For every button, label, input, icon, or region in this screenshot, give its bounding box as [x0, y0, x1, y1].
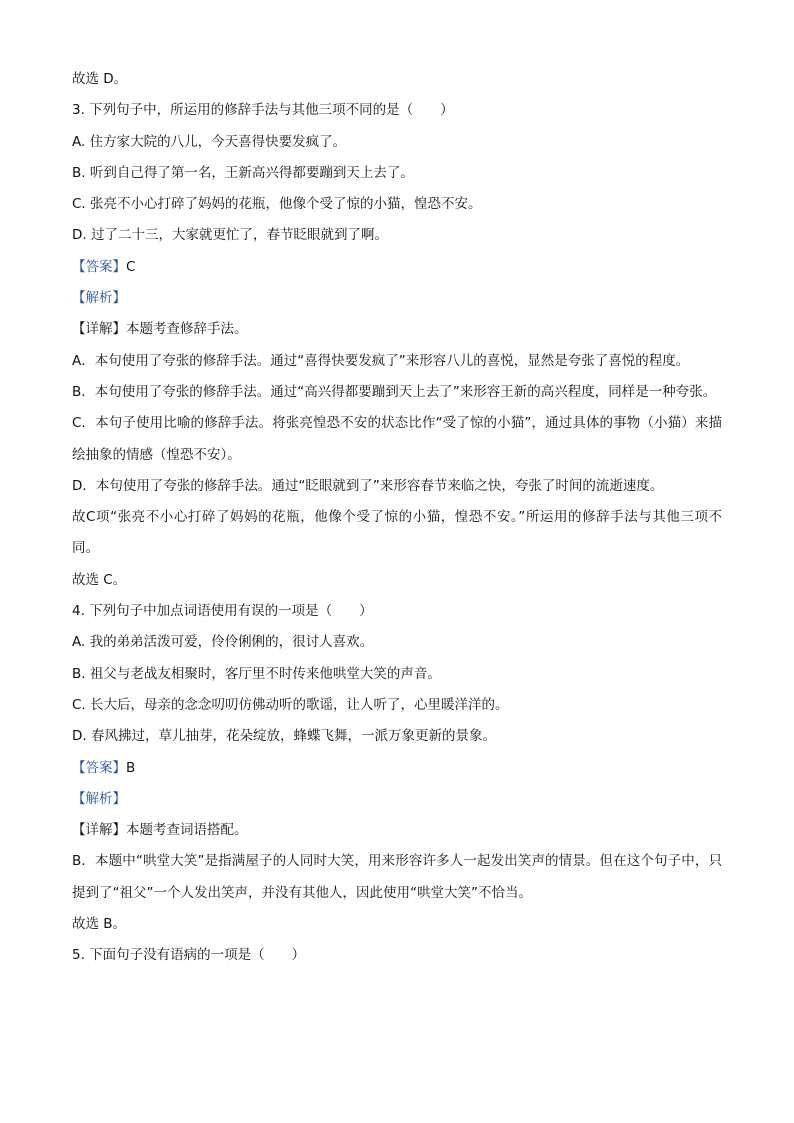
answer-value: B: [126, 759, 136, 776]
question-4-option-d: D. 春风拂过，草儿抽芽，花朵绽放，蜂蝶飞舞，一派万象更新的景象。: [72, 728, 496, 745]
question-3-stem: 3. 下列句子中，所运用的修辞手法与其他三项不同的是（ ）: [72, 102, 454, 119]
question-3-analysis-tag: 【解析】: [72, 290, 126, 307]
question-3-answer: [72, 252, 722, 283]
explanation-conclusion: 故C项“张亮不小心打碎了妈妈的花瓶，他像个受了惊的小猫，惶恐不安。”所运用的修辞手法与其他三项不同。: [72, 509, 722, 557]
detail-tag: 【详解】: [72, 822, 126, 839]
q4-explanation-b: B．本题中“哄堂大笑”是指满屋子的人同时大笑，用来形容许多人一起发出笑声的情景。但在这个句子中，只提到了“祖父”一个人发出笑声，并没有其他人，因此使用“哄堂大笑”不恰当。: [72, 853, 722, 901]
q4-explanation-choice: 故选 B。: [72, 916, 127, 933]
question-4-detail: [72, 815, 722, 846]
explanation-c: C．本句子使用比喻的修辞手法。将张亮惶恐不安的状态比作“受了惊的小猫”，通过具体的事物（小猫）来描绘抽象的情感（惶恐不安）。: [72, 415, 722, 463]
question-4-option-a: A. 我的弟弟活泼可爱，伶伶俐俐的，很讨人喜欢。: [72, 634, 374, 651]
detail-tag: 【详解】: [72, 321, 126, 338]
detail-text: 本题考查修辞手法。: [126, 321, 248, 338]
answer-value: C: [126, 258, 136, 275]
text-line: 故选 D。: [72, 71, 128, 87]
question-4-stem: 4. 下列句子中加点词语使用有误的一项是（ ）: [72, 603, 373, 620]
question-3-option-c: C. 张亮不小心打碎了妈妈的花瓶，他像个受了惊的小猫，惶恐不安。: [72, 196, 482, 213]
answer-tag: 【答案】: [72, 258, 126, 275]
question-3-option-a: A. 住方家大院的八儿，今天喜得快要发疯了。: [72, 133, 347, 150]
question-5-stem: 5. 下面句子没有语病的一项是（ ）: [72, 947, 306, 964]
detail-text: 本题考查词语搭配。: [126, 822, 248, 839]
question-3-option-b: B. 听到自己得了第一名，王新高兴得都要蹦到天上去了。: [72, 164, 414, 181]
explanation-d: D．本句使用了夸张的修辞手法。通过“眨眼就到了”来形容春节来临之快，夸张了时间的流逝速度。: [72, 477, 664, 494]
explanation-b: B．本句使用了夸张的修辞手法。通过“高兴得都要蹦到天上去了”来形容王新的高兴程度，同样是一种夸张。: [72, 383, 717, 400]
question-4-option-c: C. 长大后，母亲的念念叨叨仿佛动听的歌谣，让人听了，心里暖洋洋的。: [72, 696, 509, 713]
question-3-option-d: D. 过了二十三，大家就更忙了，春节眨眼就到了啊。: [72, 227, 388, 244]
document-page: [72, 64, 722, 972]
question-4-answer: [72, 753, 722, 784]
question-4-option-b: B. 祖父与老战友相聚时，客厅里不时传来他哄堂大笑的声音。: [72, 665, 441, 682]
answer-tag: 【答案】: [72, 759, 126, 776]
explanation-a: A．本句使用了夸张的修辞手法。通过“喜得快要发疯了”来形容八儿的喜悦，显然是夸张了喜悦的程度。: [72, 352, 690, 369]
explanation-choice: 故选 C。: [72, 571, 127, 588]
question-4-analysis-tag: 【解析】: [72, 790, 126, 807]
question-3-detail: [72, 314, 722, 345]
